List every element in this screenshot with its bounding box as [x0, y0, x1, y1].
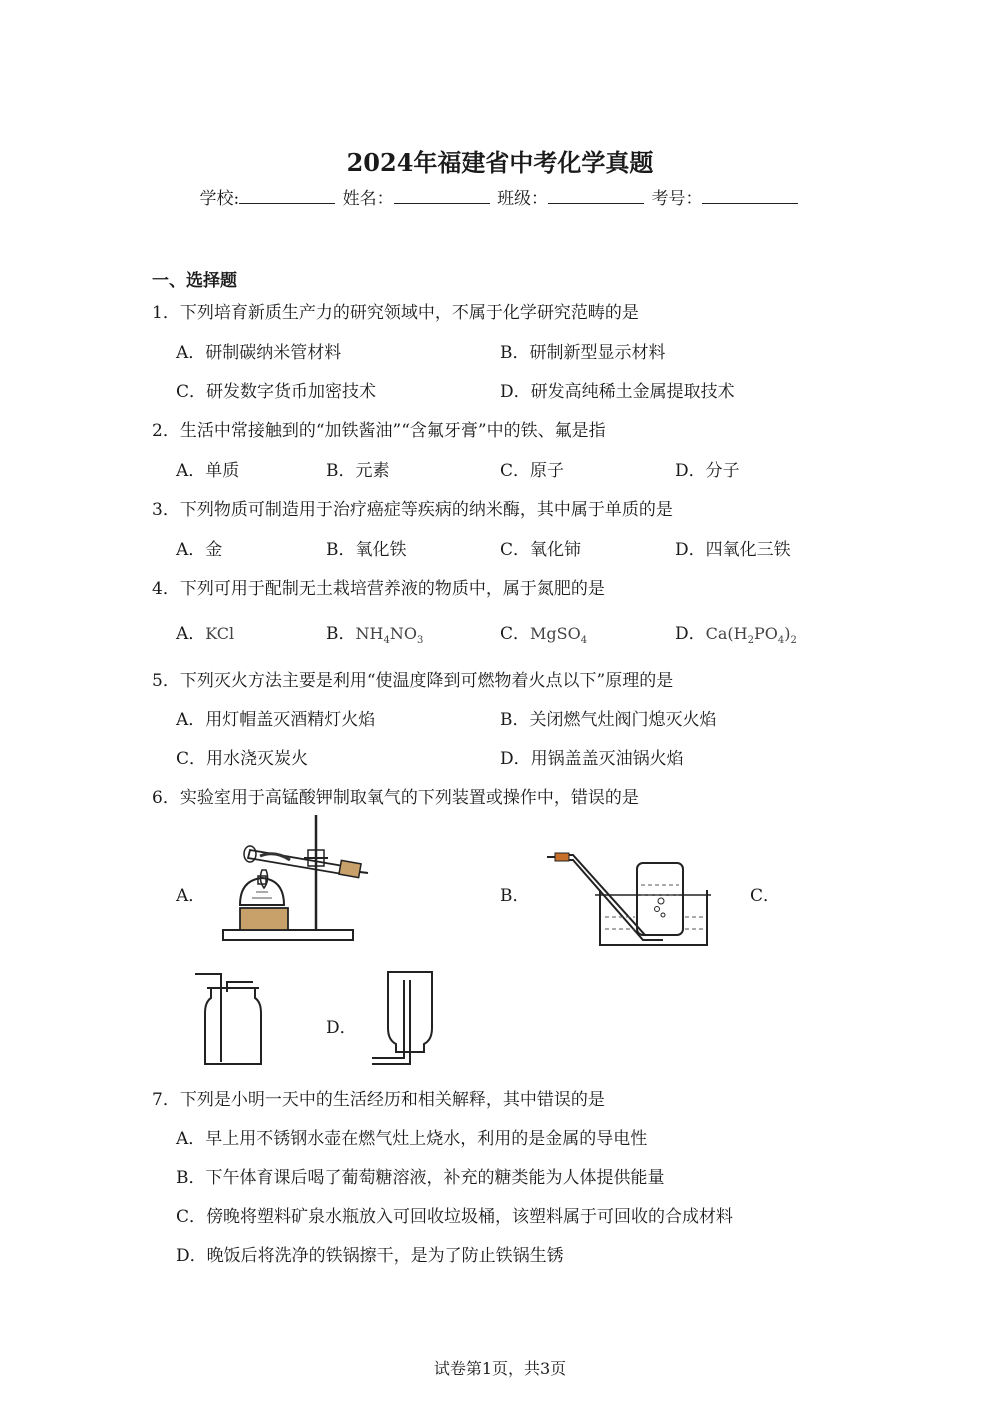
figure-b-water-collection	[545, 845, 715, 950]
formula-mgso4: MgSO$_4$	[530, 624, 588, 647]
q3-option-d: D．四氧化三铁	[675, 540, 791, 560]
q4-option-c-letter: C．	[500, 624, 531, 644]
formula-ca-h2po4-2: $Ca(H_2PO_4)_2$	[705, 624, 797, 647]
number-label: 考号：	[651, 189, 703, 209]
q4-option-a	[176, 619, 234, 644]
student-info-line	[0, 184, 1000, 209]
figure-c-gas-bottle	[195, 968, 265, 1068]
q1-option-b: B．研制新型显示材料	[500, 343, 666, 363]
page-title: 2024年福建省中考化学真题	[346, 148, 654, 177]
number-blank	[702, 189, 798, 204]
q7-option-c: C．傍晚将塑料矿泉水瓶放入可回收垃圾桶，该塑料属于可回收的合成材料	[176, 1207, 734, 1227]
school-blank	[239, 189, 335, 204]
q6-option-c-label: C．	[750, 886, 781, 906]
section-heading: 一、选择题	[152, 271, 237, 291]
q4-option-b	[326, 619, 423, 646]
q5-option-b: B．关闭燃气灶阀门熄灭火焰	[500, 710, 717, 730]
q2-option-d: D．分子	[675, 461, 740, 481]
question-7-stem: 7．下列是小明一天中的生活经历和相关解释，其中错误的是	[152, 1090, 605, 1110]
q3-option-b: B．氧化铁	[326, 540, 407, 560]
formula-kcl: KCl	[205, 624, 235, 643]
q1-option-d: D．研发高纯稀土金属提取技术	[500, 382, 735, 402]
q4-option-b-letter: B．	[326, 624, 356, 644]
q2-option-c: C．原子	[500, 461, 565, 481]
q7-option-a: A．早上用不锈钢水壶在燃气灶上烧水，利用的是金属的导电性	[176, 1129, 648, 1149]
class-label: 班级：	[497, 189, 549, 209]
q7-option-b: B．下午体育课后喝了葡萄糖溶液，补充的糖类能为人体提供能量	[176, 1168, 665, 1188]
page-footer: 试卷第1页，共3页	[433, 1359, 567, 1378]
q5-option-c: C．用水浇灭炭火	[176, 749, 309, 769]
question-6-stem: 6．实验室用于高锰酸钾制取氧气的下列装置或操作中，错误的是	[152, 788, 639, 808]
formula-nh4no3: $NH_4NO_3$	[355, 624, 424, 647]
q4-option-d-letter: D．	[675, 624, 706, 644]
q1-option-a: A．研制碳纳米管材料	[176, 343, 342, 363]
question-4-stem: 4．下列可用于配制无土栽培营养液的物质中，属于氮肥的是	[152, 579, 605, 599]
question-1-stem: 1．下列培育新质生产力的研究领域中，不属于化学研究范畴的是	[152, 303, 639, 323]
figure-a-heating-apparatus	[220, 810, 370, 950]
q2-option-a: A．单质	[176, 461, 240, 481]
q5-option-d: D．用锅盖盖灭油锅火焰	[500, 749, 684, 769]
q3-option-a: A．金	[176, 540, 223, 560]
question-2-stem: 2．生活中常接触到的“加铁酱油”“含氟牙膏”中的铁、氟是指	[152, 421, 606, 441]
q1-option-c: C．研发数字货币加密技术	[176, 382, 377, 402]
class-blank	[548, 189, 644, 204]
q5-option-a: A．用灯帽盖灭酒精灯火焰	[176, 710, 376, 730]
q3-option-c: C．氧化铈	[500, 540, 582, 560]
figure-d-inverted-bottle	[370, 968, 440, 1068]
q6-option-d-label: D．	[326, 1018, 357, 1038]
q6-option-a-label: A．	[176, 886, 206, 906]
q4-option-a-letter: A．	[176, 624, 206, 644]
school-label: 学校:	[199, 189, 240, 209]
q6-option-b-label: B．	[500, 886, 530, 906]
q4-option-c	[500, 619, 587, 646]
q2-option-b: B．元素	[326, 461, 390, 481]
q7-option-d: D．晚饭后将洗净的铁锅擦干，是为了防止铁锅生锈	[176, 1246, 564, 1266]
name-label: 姓名：	[342, 189, 394, 209]
question-5-stem: 5．下列灭火方法主要是利用“使温度降到可燃物着火点以下”原理的是	[152, 671, 674, 691]
name-blank	[394, 189, 490, 204]
question-3-stem: 3．下列物质可制造用于治疗癌症等疾病的纳米酶，其中属于单质的是	[152, 500, 673, 520]
q4-option-d	[675, 619, 797, 646]
